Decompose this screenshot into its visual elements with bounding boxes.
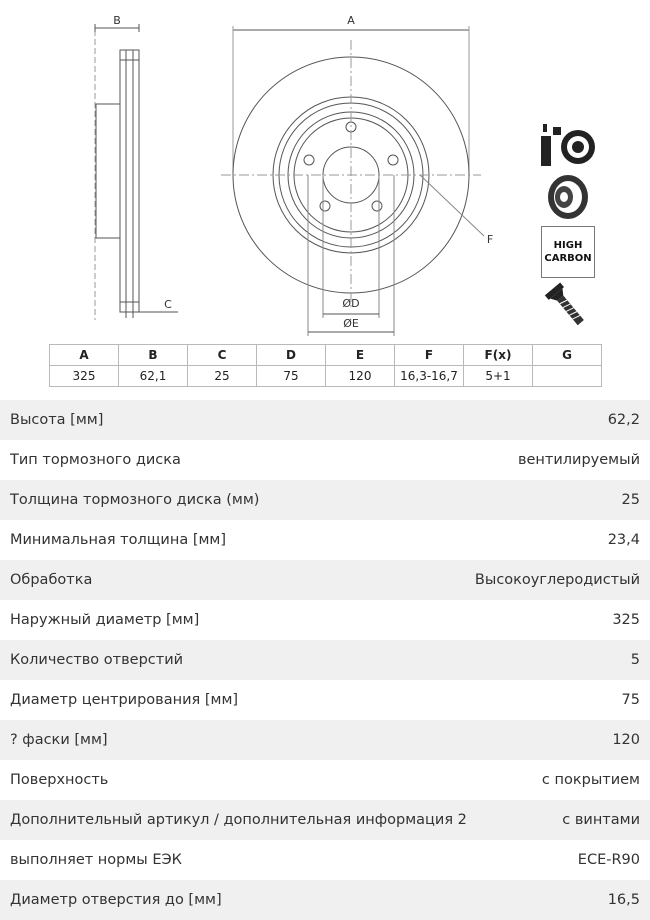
property-value: Высокоуглеродистый: [474, 572, 640, 588]
dimension-table-values: [50, 366, 602, 387]
col-header-g: G: [533, 345, 602, 366]
property-row: [0, 760, 650, 800]
value-a: 325: [50, 366, 119, 387]
property-name: Количество отверстий: [10, 652, 184, 668]
dim-label-a: A: [347, 14, 355, 27]
high-carbon-badge: [541, 226, 595, 278]
property-row: [0, 440, 650, 480]
value-fx: 5+1: [464, 366, 533, 387]
property-value: вентилируемый: [517, 452, 640, 468]
dim-label-b: B: [113, 14, 121, 27]
value-d: 75: [257, 366, 326, 387]
property-name: Дополнительный артикул / дополнительная информация 2: [10, 812, 467, 828]
property-value: с покрытием: [541, 772, 640, 788]
value-c: 25: [188, 366, 257, 387]
value-g: [533, 366, 602, 387]
property-row: [0, 720, 650, 760]
dim-label-d: ØD: [342, 297, 360, 310]
dim-label-f: F: [486, 233, 494, 246]
property-name: ? фаски [мм]: [10, 732, 108, 748]
property-value: 23,4: [607, 532, 640, 548]
col-header-c: C: [188, 345, 257, 366]
col-header-a: A: [50, 345, 119, 366]
property-name: Поверхность: [10, 772, 109, 788]
property-value: 120: [612, 732, 640, 748]
col-header-f: F: [395, 345, 464, 366]
property-name: Наружный диаметр [мм]: [10, 612, 200, 628]
screw-icon: [545, 282, 589, 329]
col-header-b: B: [119, 345, 188, 366]
badge-line-2: CARBON: [544, 253, 592, 264]
property-row: [0, 560, 650, 600]
disc-side-icon: [548, 175, 588, 219]
property-value: с винтами: [562, 812, 640, 828]
dim-label-c: C: [164, 298, 172, 311]
property-name: Обработка: [10, 572, 93, 588]
property-value: 325: [612, 612, 640, 628]
col-header-fx: F(x): [464, 345, 533, 366]
property-name: Диаметр отверстия до [мм]: [10, 892, 222, 908]
property-row: [0, 520, 650, 560]
value-e: 120: [326, 366, 395, 387]
disc-front-view: [221, 26, 484, 336]
property-row: [0, 840, 650, 880]
property-row: [0, 800, 650, 840]
value-b: 62,1: [119, 366, 188, 387]
property-row: [0, 480, 650, 520]
property-row: [0, 400, 650, 440]
property-name: Толщина тормозного диска (мм): [10, 492, 260, 508]
property-row: [0, 680, 650, 720]
dimension-table: [49, 344, 602, 387]
dimension-table-header: [50, 345, 602, 366]
property-name: Минимальная толщина [мм]: [10, 532, 227, 548]
property-name: Тип тормозного диска: [10, 452, 181, 468]
col-header-e: E: [326, 345, 395, 366]
property-value: 16,5: [607, 892, 640, 908]
property-row: [0, 880, 650, 920]
property-row: [0, 640, 650, 680]
properties-list: [0, 400, 650, 920]
property-value: 62,2: [607, 412, 640, 428]
property-value: 75: [621, 692, 640, 708]
property-row: [0, 600, 650, 640]
value-f: 16,3-16,7: [395, 366, 464, 387]
property-value: ECE-R90: [577, 852, 640, 868]
brake-disc-drawing: [0, 0, 650, 340]
property-name: Диаметр центрирования [мм]: [10, 692, 239, 708]
col-header-d: D: [257, 345, 326, 366]
badge-line-1: HIGH: [553, 240, 583, 251]
brake-disc-icon: [541, 124, 595, 166]
property-value: 5: [630, 652, 640, 668]
property-name: Высота [мм]: [10, 412, 104, 428]
property-name: выполняет нормы ЕЭК: [10, 852, 182, 868]
property-value: 25: [621, 492, 640, 508]
disc-side-profile: [95, 24, 178, 320]
dim-label-e: ØE: [343, 317, 359, 330]
